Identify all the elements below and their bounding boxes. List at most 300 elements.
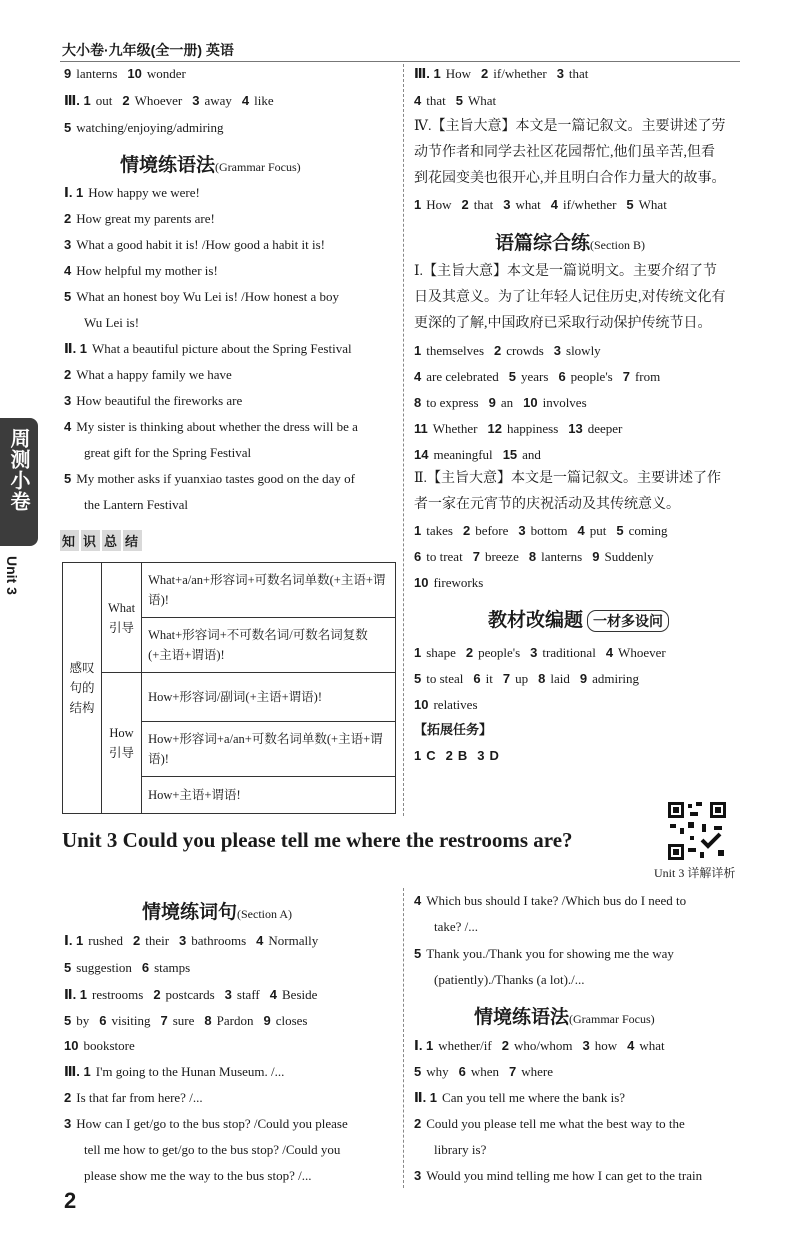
answer-text: visiting <box>111 1013 151 1028</box>
answer-number: 12 <box>487 421 502 436</box>
answer-item <box>414 1038 492 1053</box>
answer-number: 8 <box>538 671 546 686</box>
answer-item <box>64 93 112 108</box>
answer-number: 2 <box>494 343 502 358</box>
answer-item <box>623 369 661 384</box>
answer-line <box>64 366 242 384</box>
vocab-title <box>142 897 292 924</box>
knowledge-summary-label <box>60 530 142 551</box>
answer-item <box>616 523 667 538</box>
answer-item <box>463 523 508 538</box>
answer-text: like <box>254 93 274 108</box>
answer-item <box>456 93 496 108</box>
answer-number: 9 <box>263 1013 271 1028</box>
answer-text: rushed <box>88 933 123 948</box>
answer-item <box>122 93 182 108</box>
answer-number: 9 <box>64 66 72 81</box>
answer-number: 6 <box>99 1013 107 1028</box>
answer-line <box>414 945 684 963</box>
answer-text: wonder <box>146 66 186 81</box>
answer-text: What <box>467 93 497 108</box>
answer-item <box>414 671 463 686</box>
answer-text: Is that far from here? /... <box>76 1090 203 1105</box>
answer-line <box>414 522 678 540</box>
answer-item <box>488 421 559 436</box>
answer-text: meaningful <box>433 447 493 462</box>
answer-item <box>414 343 484 358</box>
answer-text: that <box>568 66 589 81</box>
answer-number: Ⅲ. 1 <box>414 66 441 81</box>
answer-text: staff <box>236 987 260 1002</box>
answer-item <box>414 93 446 108</box>
answer-line <box>414 1089 635 1107</box>
answer-number: 6 <box>458 1064 466 1079</box>
answer-text: Wu Lei is! <box>84 315 140 330</box>
answer-line <box>64 1037 145 1055</box>
answer-line <box>64 262 228 280</box>
answer-line <box>64 65 196 83</box>
summary-line: Ⅰ.【主旨大意】本文是一篇说明文。主要介绍了节 <box>414 264 718 279</box>
qr-caption: Unit 3 详解详析 <box>654 866 736 880</box>
answer-text: that <box>426 93 446 108</box>
answer-line <box>414 670 649 688</box>
answer-line <box>414 342 611 360</box>
answer-number: 11 <box>414 421 428 436</box>
answer-line <box>64 418 368 436</box>
answer-number: 2 <box>414 1116 422 1131</box>
answer-item <box>414 447 493 462</box>
answer-line <box>64 1115 358 1133</box>
answer-text: where <box>521 1064 554 1079</box>
answer-text: if/whether <box>563 197 617 212</box>
answer-number: 3 <box>582 1038 590 1053</box>
answer-number: 6 <box>473 671 481 686</box>
vocab-title-text: 情境练词句 <box>142 902 238 923</box>
answer-item <box>64 419 358 434</box>
answer-item <box>580 671 639 686</box>
answer-item <box>414 421 478 436</box>
answer-number: 3 <box>556 66 564 81</box>
table-how-row-1: How+形容词/副词(+主语+谓语)! <box>142 673 396 722</box>
answer-number: 3 <box>503 197 511 212</box>
table-what-cell: What引导 <box>102 563 142 673</box>
vocab-subtitle: (Section A) <box>237 907 293 921</box>
answer-number: 2 <box>445 748 453 763</box>
answer-item <box>64 1064 284 1079</box>
answer-text: laid <box>550 671 570 686</box>
answer-item <box>414 748 436 763</box>
knowledge-label-char: 总 <box>102 530 121 551</box>
answer-text: whether/if <box>438 1038 492 1053</box>
answer-item <box>558 369 612 384</box>
answer-item <box>204 1013 253 1028</box>
answer-line <box>414 696 488 714</box>
answer-number: 1 <box>414 197 422 212</box>
exclamation-summary-table <box>62 562 396 814</box>
summary-line: 到花园变美也很开心,并且明白合作力量大的故事。 <box>414 171 726 186</box>
summary-line: Ⅳ.【主旨大意】本文是一篇记叙文。主要讲述了劳 <box>414 119 726 134</box>
answer-text: and <box>522 447 541 462</box>
answer-number: 5 <box>455 93 463 108</box>
answer-number: 10 <box>523 395 538 410</box>
answer-number: 3 <box>477 748 485 763</box>
answer-text: are celebrated <box>426 369 499 384</box>
answer-number: 1 <box>414 343 422 358</box>
answer-line <box>64 288 349 306</box>
answer-number: 5 <box>64 471 72 486</box>
answer-text: years <box>521 369 549 384</box>
answer-number: 5 <box>616 523 624 538</box>
answer-text: Would you mind telling me how I can get to the train <box>426 1168 703 1183</box>
answer-item <box>153 987 214 1002</box>
answer-line <box>64 959 200 977</box>
answer-text: traditional <box>542 645 596 660</box>
answer-number: 13 <box>568 421 583 436</box>
answer-text: before <box>475 523 509 538</box>
unit-title: Unit 3 Could you please tell me where the restrooms are? <box>62 828 573 852</box>
answer-text: away <box>204 93 232 108</box>
answer-number: Ⅰ. 1 <box>64 185 84 200</box>
answer-text: relatives <box>433 697 478 712</box>
answer-item <box>529 549 582 564</box>
knowledge-label-char: 结 <box>123 530 142 551</box>
answer-number: 2 <box>465 645 474 660</box>
answer-item <box>64 120 224 135</box>
answer-line <box>414 644 676 662</box>
answer-number: 8 <box>414 395 422 410</box>
answer-text: library is? <box>434 1142 487 1157</box>
answer-text: themselves <box>426 343 484 358</box>
answer-number: 7 <box>509 1064 517 1079</box>
answer-number: 3 <box>553 343 562 358</box>
answer-number: 1 <box>414 523 422 538</box>
answer-number: 4 <box>241 93 250 108</box>
answer-number: 7 <box>622 369 630 384</box>
answer-number: 9 <box>579 671 588 686</box>
answer-line <box>84 1167 321 1185</box>
answer-item <box>473 549 519 564</box>
answer-number: 10 <box>127 66 142 81</box>
answer-line <box>414 446 551 464</box>
answer-number: 4 <box>414 893 422 908</box>
answer-line <box>64 470 365 488</box>
answer-text: How beautiful the fireworks are <box>76 393 243 408</box>
side-unit-label: Unit 3 <box>4 556 20 595</box>
answer-number: 3 <box>192 93 200 108</box>
answer-item <box>414 946 674 961</box>
answer-line <box>414 892 696 910</box>
answer-text: to express <box>426 395 479 410</box>
answer-text: Normally <box>268 933 319 948</box>
answer-item <box>160 1013 194 1028</box>
answer-text: when <box>470 1064 500 1079</box>
answer-text: to treat <box>426 549 463 564</box>
answer-item <box>503 447 541 462</box>
answer-line <box>434 971 595 989</box>
answer-text: why <box>426 1064 449 1079</box>
textbook-title-text: 教材改编题 <box>488 610 584 631</box>
answer-text: by <box>76 1013 90 1028</box>
answer-number: 4 <box>605 645 614 660</box>
answer-number: 9 <box>488 395 496 410</box>
answer-line <box>84 444 261 462</box>
answer-item <box>473 671 492 686</box>
answer-number: 5 <box>64 960 72 975</box>
answer-number: 5 <box>64 1013 72 1028</box>
section-b-subtitle: (Section B) <box>590 238 646 252</box>
answer-number: 5 <box>414 1064 422 1079</box>
answer-line <box>414 1115 695 1133</box>
answer-number: Ⅱ. 1 <box>414 1090 438 1105</box>
answer-number: 4 <box>256 933 264 948</box>
answer-item <box>606 645 666 660</box>
answer-line <box>414 1063 563 1081</box>
answer-line <box>414 574 493 592</box>
answer-number: 4 <box>414 93 422 108</box>
answer-text: to steal <box>426 671 464 686</box>
answer-item <box>84 1168 311 1183</box>
answer-item <box>523 395 587 410</box>
answer-number: 2 <box>461 197 469 212</box>
answer-item <box>568 421 622 436</box>
answer-text: breeze <box>484 549 519 564</box>
answer-number: 2 <box>64 1090 72 1105</box>
grammar-subtitle-2: (Grammar Focus) <box>569 1012 655 1026</box>
answer-line <box>84 314 149 332</box>
answer-number: 4 <box>269 987 277 1002</box>
answer-line <box>64 236 335 254</box>
answer-item <box>64 1116 348 1131</box>
answer-text: from <box>634 369 661 384</box>
summary-line: Ⅱ.【主旨大意】本文是一篇记叙文。主要讲述了作 <box>414 471 722 486</box>
answer-item <box>64 933 123 948</box>
answer-number: 3 <box>414 1168 422 1183</box>
answer-text: C <box>426 748 436 763</box>
answer-line <box>84 1141 350 1159</box>
answer-item <box>577 523 606 538</box>
answer-text: takes <box>426 523 453 538</box>
answer-item <box>509 369 549 384</box>
answer-number: 3 <box>64 393 72 408</box>
answer-item <box>414 1064 449 1079</box>
answer-item <box>626 197 666 212</box>
answer-line <box>414 196 677 214</box>
answer-text: What a happy family we have <box>76 367 232 382</box>
answer-text: What <box>638 197 667 212</box>
answer-line <box>64 92 284 110</box>
answer-item <box>462 197 494 212</box>
answer-text: what <box>515 197 541 212</box>
answer-line <box>64 210 225 228</box>
answer-text: happiness <box>506 421 559 436</box>
answer-text: Beside <box>282 987 318 1002</box>
answer-item <box>84 497 188 512</box>
answer-text: postcards <box>165 987 215 1002</box>
answer-number: Ⅱ. 1 <box>64 341 88 356</box>
answer-item <box>64 987 143 1002</box>
answer-line <box>414 368 670 386</box>
answer-number: 15 <box>502 447 518 462</box>
answer-item <box>84 1142 340 1157</box>
answer-text: that <box>473 197 494 212</box>
answer-number: 7 <box>160 1013 168 1028</box>
answer-item <box>64 367 232 382</box>
textbook-title <box>488 605 669 632</box>
answer-item <box>518 523 567 538</box>
answer-text: Whether <box>432 421 478 436</box>
answer-text: shape <box>426 645 456 660</box>
answer-number: 4 <box>550 197 558 212</box>
answer-text: bottom <box>530 523 568 538</box>
grammar-focus-title-2 <box>474 1002 655 1029</box>
answer-item <box>142 960 190 975</box>
answer-text: Could you please tell me what the best way to the <box>426 1116 685 1131</box>
answer-number: 8 <box>204 1013 212 1028</box>
answer-number: 3 <box>64 1116 72 1131</box>
answer-number: 10 <box>64 1038 79 1053</box>
answer-text: fireworks <box>433 575 484 590</box>
answer-text: if/whether <box>493 66 547 81</box>
answer-item <box>509 1064 553 1079</box>
answer-text: How <box>426 197 452 212</box>
answer-line <box>64 1012 317 1030</box>
answer-item <box>554 343 601 358</box>
answer-item <box>64 1038 135 1053</box>
answer-line <box>414 1037 675 1055</box>
answer-item <box>99 1013 150 1028</box>
answer-text: Which bus should I take? /Which bus do I need to <box>426 893 687 908</box>
extension-label: 【拓展任务】 <box>414 722 493 737</box>
answer-item <box>414 1116 685 1131</box>
answer-line <box>414 92 506 110</box>
table-how-cell: How引导 <box>102 673 142 814</box>
answer-number: 2 <box>122 93 130 108</box>
answer-text: suggestion <box>76 960 132 975</box>
answer-text: it <box>485 671 493 686</box>
answer-item <box>133 933 169 948</box>
answer-number: 2 <box>153 987 161 1002</box>
knowledge-label-char: 识 <box>81 530 100 551</box>
answer-text: lanterns <box>76 66 118 81</box>
answer-text: deeper <box>587 421 623 436</box>
answer-item <box>414 66 471 81</box>
answer-line <box>64 392 252 410</box>
answer-text: crowds <box>506 343 544 358</box>
answer-number: 2 <box>64 367 72 382</box>
grammar-subtitle: (Grammar Focus) <box>215 160 301 174</box>
answer-number: 2 <box>132 933 141 948</box>
answer-text: put <box>589 523 607 538</box>
answer-text: What a good habit it is! /How good a habit it is! <box>76 237 325 252</box>
answer-number: 7 <box>472 549 480 564</box>
answer-item <box>538 671 570 686</box>
answer-text: stamps <box>154 960 191 975</box>
answer-item <box>477 748 499 763</box>
answer-text: Pardon <box>216 1013 254 1028</box>
section-b-title-text: 语篇综合练 <box>495 233 591 254</box>
answer-item <box>434 972 585 987</box>
answer-text: How great my parents are! <box>76 211 215 226</box>
answer-text: what <box>639 1038 665 1053</box>
answer-number: 5 <box>64 120 72 135</box>
answer-item <box>551 197 617 212</box>
answer-number: 5 <box>64 289 72 304</box>
answer-number: Ⅲ. 1 <box>64 1064 91 1079</box>
qr-code-icon[interactable] <box>666 800 728 862</box>
answer-text: lanterns <box>541 549 583 564</box>
answer-text: watching/enjoying/admiring <box>76 120 224 135</box>
answer-number: Ⅲ. 1 <box>64 93 91 108</box>
summary-line: 动节作者和同学去社区花园帮忙,他们虽辛苦,但看 <box>414 145 715 160</box>
answer-item <box>242 93 274 108</box>
answer-item <box>84 445 251 460</box>
answer-text: Whoever <box>134 93 183 108</box>
answer-text: great gift for the Spring Festival <box>84 445 252 460</box>
answer-item <box>414 369 499 384</box>
answer-number: 6 <box>141 960 150 975</box>
answer-text: How can I get/go to the bus stop? /Could you please <box>76 1116 348 1131</box>
answer-item <box>446 748 468 763</box>
answer-item <box>263 1013 307 1028</box>
answer-item <box>503 197 541 212</box>
table-how-row-2: How+形容词+a/an+可数名词单数(+主语+谓语)! <box>142 722 396 777</box>
answer-item <box>64 471 355 486</box>
answer-item <box>414 1168 702 1183</box>
answer-number: 10 <box>414 575 429 590</box>
answer-line <box>64 340 362 358</box>
answer-number: 2 <box>64 211 72 226</box>
answer-text: up <box>515 671 529 686</box>
answer-number: 5 <box>626 197 634 212</box>
answer-item <box>414 575 483 590</box>
answer-item <box>192 93 232 108</box>
answer-text: D <box>489 748 499 763</box>
answer-item <box>582 1038 617 1053</box>
answer-item <box>64 263 218 278</box>
answer-text: My sister is thinking about whether the dress will be a <box>76 419 358 434</box>
answer-item <box>225 987 260 1002</box>
answer-item <box>64 66 117 81</box>
answer-text: My mother asks if yuanxiao tastes good on the day of <box>76 471 355 486</box>
answer-item <box>557 66 589 81</box>
answer-text: (patiently)./Thanks (a lot)./... <box>434 972 585 987</box>
header-rule <box>60 61 740 62</box>
answer-text: Whoever <box>618 645 666 660</box>
side-tab-label: 周测小卷 <box>7 428 29 512</box>
answer-text: who/whom <box>513 1038 573 1053</box>
answer-text: their <box>145 933 170 948</box>
answer-line <box>84 496 198 514</box>
answer-text: tell me how to get/go to the bus stop? /Could you <box>84 1142 341 1157</box>
answer-item <box>414 523 453 538</box>
answer-text: how <box>594 1038 618 1053</box>
answer-number: 14 <box>414 447 429 462</box>
answer-line <box>414 394 597 412</box>
answer-item <box>256 933 318 948</box>
answer-line <box>434 1141 496 1159</box>
page-header: 大小卷·九年级(全一册) 英语 <box>62 42 234 58</box>
answer-text: sure <box>172 1013 195 1028</box>
answer-text: bookstore <box>83 1038 135 1053</box>
answer-line <box>434 918 488 936</box>
answer-number: 5 <box>508 369 516 384</box>
answer-number: 5 <box>414 946 422 961</box>
table-category-cell: 感叹句的结构 <box>63 563 102 814</box>
side-tab <box>0 418 38 546</box>
answer-text: restrooms <box>92 987 144 1002</box>
answer-number: 4 <box>414 369 422 384</box>
answer-text: Thank you./Thank you for showing me the way <box>426 946 674 961</box>
